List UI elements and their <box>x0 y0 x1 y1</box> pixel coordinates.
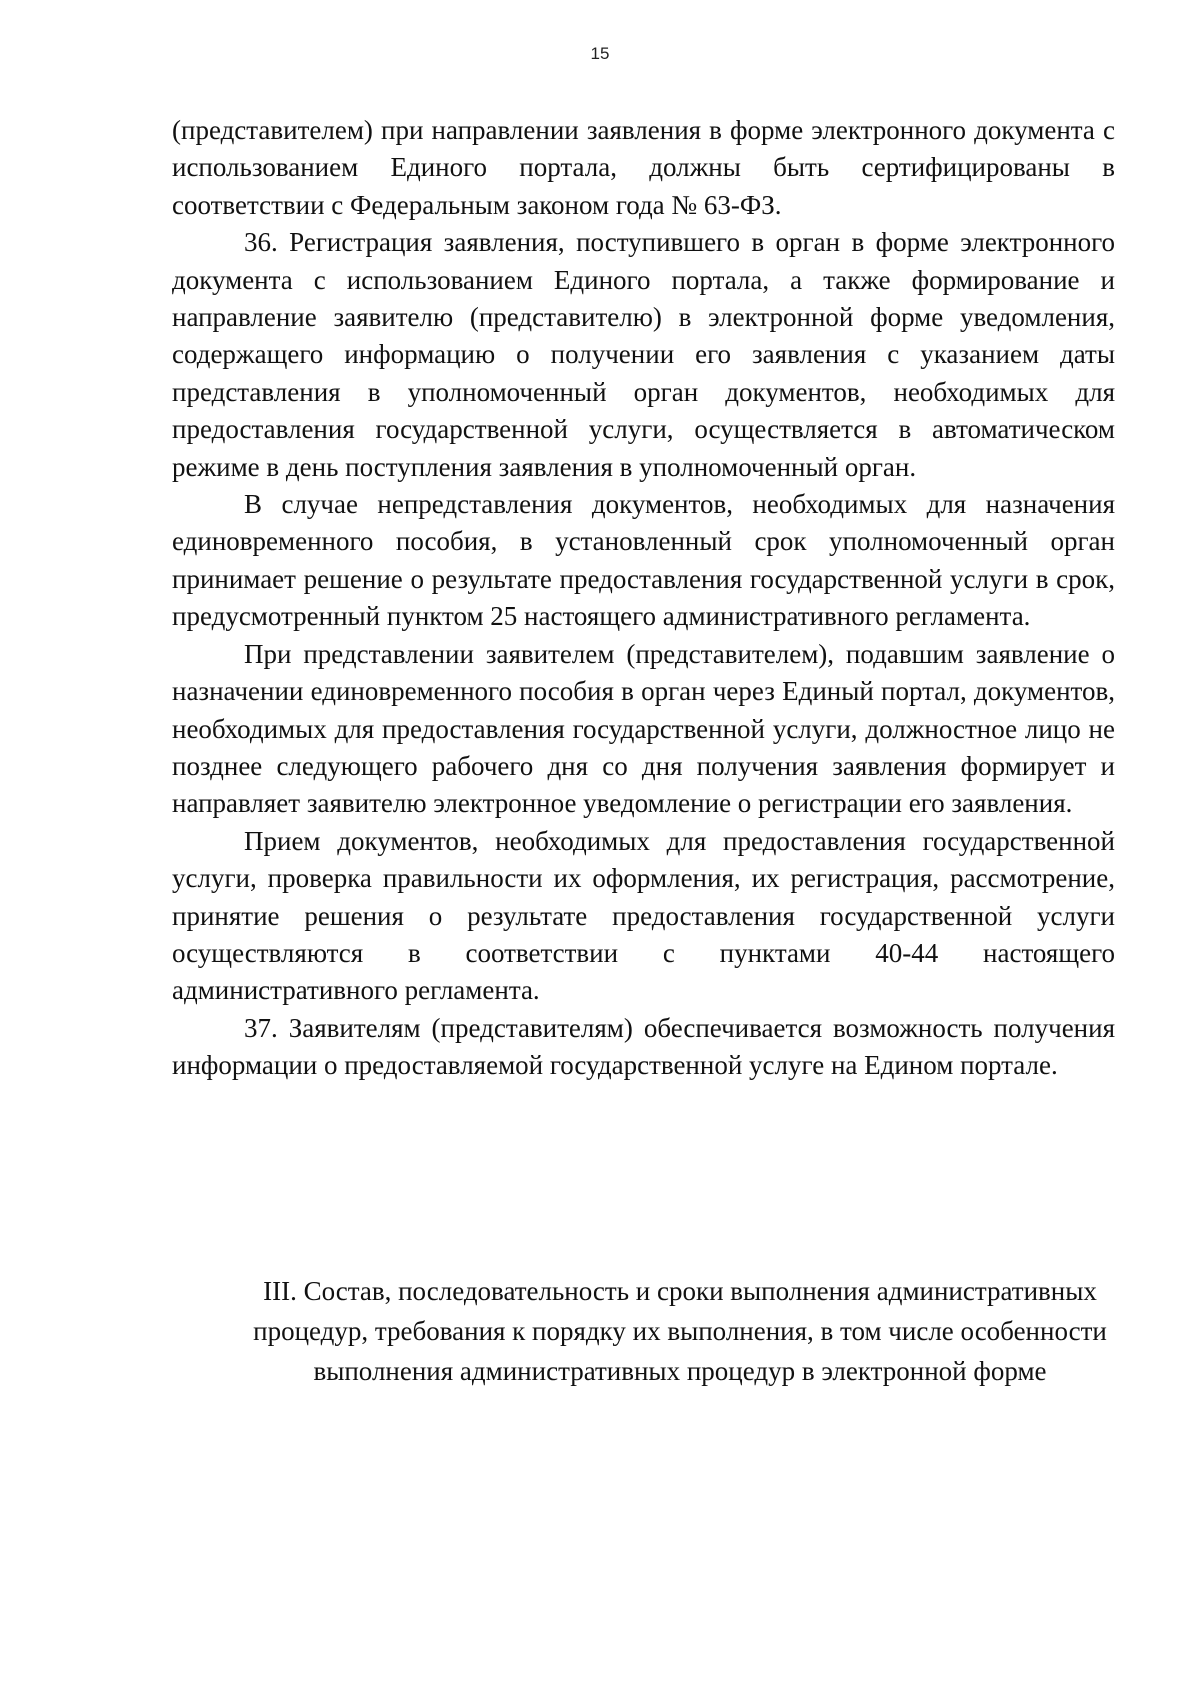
paragraph-36-non-submission: В случае непредставления документов, необходимых для назначения единовременного пособия, в установленный срок уполномоченный орган принимает решение о результате предоставления государственной услуги в срок, предусмотренный пунктом 25 настоящего административного регламента. <box>172 489 1115 632</box>
paragraph-continuation: (представителем) при направлении заявления в форме электронного документа с использованием Единого портала, должны быть сертифицированы в соответствии с Федеральным законом года № 63-ФЗ. <box>172 115 1115 220</box>
paragraph-36-acceptance: Прием документов, необходимых для предоставления государственной услуги, проверка правильности их оформления, их регистрация, рассмотрение, принятие решения о результате предоставления государственной услуги осуществляются в соответствии с пунктами 40-44 настоящего административного регламента. <box>172 825 1115 1006</box>
section-heading: III. Состав, последовательность и сроки выполнения административных процедур, требования к порядку их выполнения, в том числе особенности выполнения административных процедур в электронной форме <box>253 1276 1107 1386</box>
page-number: 15 <box>590 44 610 63</box>
paragraph-36: 36. Регистрация заявления, поступившего в орган в форме электронного документа с использованием Единого портала, а также формирование и направление заявителю (представителю) в электронной форме уведомления, содержащего информацию о получении его заявления с указанием даты представления в уполномоченный орган документов, необходимых для предоставления государственной услуги, осуществляется в автоматическом режиме в день поступления заявления в уполномоченный орган. <box>172 227 1115 482</box>
paragraph-37: 37. Заявителям (представителям) обеспечивается возможность получения информации о предоставляемой государственной услуге на Едином портале. <box>172 1012 1115 1081</box>
document-body <box>172 112 1115 1085</box>
paragraph-36-submission: При представлении заявителем (представителем), подавшим заявление о назначении единовременного пособия в орган через Единый портал, документов, необходимых для предоставления государственной услуги, должностное лицо не позднее следующего рабочего дня со дня получения заявления формирует и направляет заявителю электронное уведомление о регистрации его заявления. <box>172 638 1115 819</box>
